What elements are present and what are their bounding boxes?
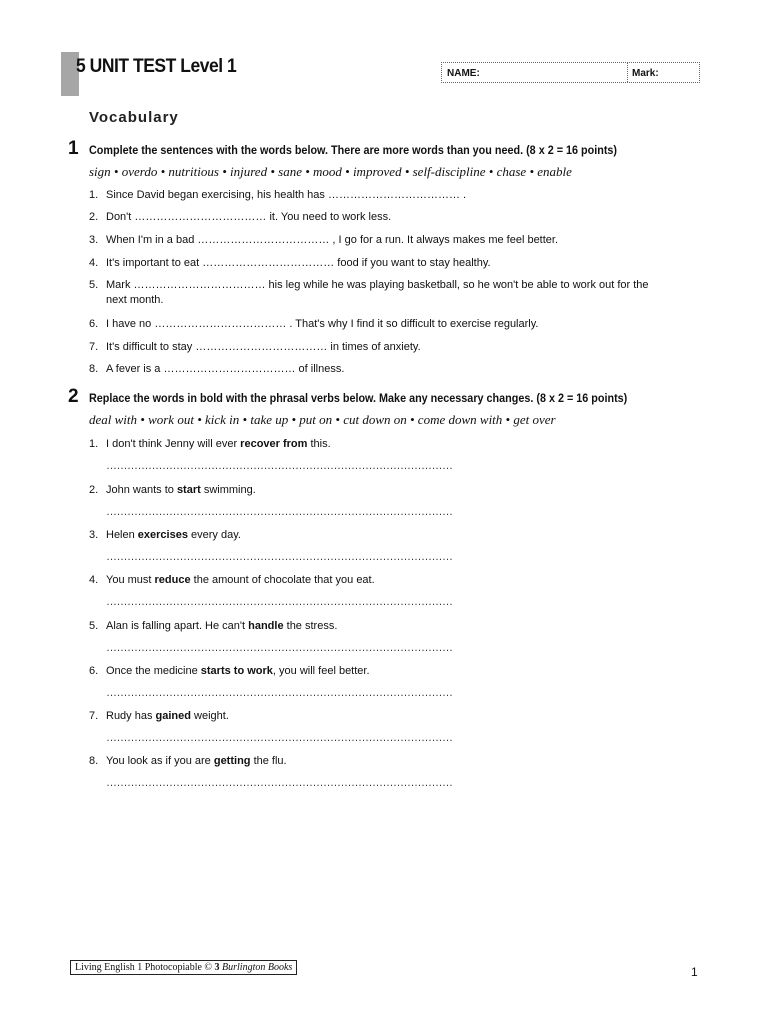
item-text-before: John wants to: [106, 484, 177, 496]
item-text: Don't ……………………………… it. You need to work less.: [106, 211, 392, 223]
section-title: Vocabulary: [89, 109, 179, 126]
exercise-1-item: [89, 188, 466, 203]
item-number: 8.: [89, 363, 99, 375]
exercise-2-item: [89, 573, 375, 588]
answer-line[interactable]: ………………………………………………………………………………………: [106, 551, 453, 563]
item-number: 2.: [89, 211, 99, 223]
item-number: 8.: [89, 755, 99, 767]
publisher-logo-icon: 3: [214, 962, 220, 973]
item-text-continuation: next month.: [106, 294, 164, 306]
exercise-1-number: 1: [68, 138, 79, 159]
item-number: 5.: [89, 279, 99, 291]
item-number: 5.: [89, 620, 99, 632]
item-text-after: this.: [307, 438, 331, 450]
item-text: It's important to eat ……………………………… food if you want to stay healthy.: [106, 257, 491, 269]
item-bold-phrase: handle: [248, 620, 284, 632]
item-number: 3.: [89, 234, 99, 246]
page-number: 1: [691, 965, 698, 979]
item-text-before: Once the medicine: [106, 665, 201, 677]
name-field-label: NAME:: [447, 68, 480, 79]
footer-publisher: Burlington Books: [222, 962, 293, 973]
item-bold-phrase: starts to work: [200, 665, 273, 677]
exercise-1-word-bank: sign • overdo • nutritious • injured • sane • mood • improved • self-discipline • chase • enable: [89, 164, 572, 179]
exercise-2-item: [89, 664, 370, 679]
answer-line[interactable]: ………………………………………………………………………………………: [106, 777, 453, 789]
item-number: 4.: [89, 574, 99, 586]
exercise-1-item: [89, 317, 538, 332]
answer-line[interactable]: ………………………………………………………………………………………: [106, 596, 453, 608]
item-text-after: , you will feel better.: [272, 665, 370, 677]
exercise-1-item: [89, 233, 558, 248]
item-bold-phrase: start: [176, 484, 201, 496]
exercise-1-item: [89, 340, 421, 355]
item-text-after: swimming.: [200, 484, 256, 496]
answer-line[interactable]: ………………………………………………………………………………………: [106, 506, 453, 518]
exercise-2-item: [89, 619, 337, 634]
item-number: 3.: [89, 529, 99, 541]
item-number: 6.: [89, 318, 99, 330]
item-text: Mark ……………………………… his leg while he was playing basketball, so he won't be able to work out for the: [106, 279, 649, 291]
item-number: 7.: [89, 710, 99, 722]
item-text: A fever is a ……………………………… of illness.: [106, 363, 345, 375]
item-bold-phrase: recover from: [240, 438, 308, 450]
item-text-before: Helen: [106, 529, 138, 541]
item-text: Since David began exercising, his health has ……………………………… .: [106, 189, 467, 201]
item-text-after: the flu.: [250, 755, 287, 767]
item-text-before: You look as if you are: [106, 755, 214, 767]
item-text-after: the amount of chocolate that you eat.: [190, 574, 375, 586]
item-number: 1.: [89, 438, 99, 450]
item-text-before: I don't think Jenny will ever: [106, 438, 241, 450]
item-number: 2.: [89, 484, 99, 496]
name-mark-divider: [627, 63, 628, 82]
answer-line[interactable]: ………………………………………………………………………………………: [106, 460, 453, 472]
exercise-2-item: [89, 483, 256, 498]
page-title: 5 UNIT TEST Level 1: [76, 56, 237, 77]
item-number: 6.: [89, 665, 99, 677]
item-text-before: Rudy has: [106, 710, 156, 722]
exercise-2-word-bank: deal with • work out • kick in • take up • put on • cut down on • come down with • get over: [89, 412, 556, 427]
exercise-2-number: 2: [68, 386, 79, 407]
item-number: 1.: [89, 189, 99, 201]
exercise-1-item: [89, 362, 344, 377]
exercise-2-item: [89, 754, 287, 769]
item-number: 4.: [89, 257, 99, 269]
answer-line[interactable]: ………………………………………………………………………………………: [106, 687, 453, 699]
exercise-1-item: [89, 278, 689, 308]
exercise-2-item: [89, 437, 331, 452]
item-text-after: every day.: [187, 529, 241, 541]
footer-text: Living English 1 Photocopiable ©: [75, 962, 215, 973]
exercise-2-item: [89, 528, 241, 543]
name-mark-box: [441, 62, 700, 83]
answer-line[interactable]: ………………………………………………………………………………………: [106, 642, 453, 654]
exercise-1-item: [89, 256, 491, 271]
exercise-2-instruction: Replace the words in bold with the phrasal verbs below. Make any necessary changes. (8 x 2 = 16 points): [89, 391, 628, 405]
item-bold-phrase: getting: [213, 755, 251, 767]
answer-line[interactable]: ………………………………………………………………………………………: [106, 732, 453, 744]
item-text-before: Alan is falling apart. He can't: [106, 620, 249, 632]
item-bold-phrase: gained: [155, 710, 191, 722]
exercise-1-item: [89, 210, 391, 225]
item-text: When I'm in a bad ……………………………… , I go for a run. It always makes me feel better.: [106, 234, 559, 246]
exercise-1-instruction: Complete the sentences with the words below. There are more words than you need. (8 x 2 = 16 points): [89, 143, 618, 157]
item-bold-phrase: exercises: [137, 529, 188, 541]
mark-field-label: Mark:: [632, 68, 659, 79]
item-bold-phrase: reduce: [154, 574, 191, 586]
item-text: It's difficult to stay ……………………………… in times of anxiety.: [106, 341, 421, 353]
item-number: 7.: [89, 341, 99, 353]
footer-copyright: [70, 960, 297, 975]
exercise-2-item: [89, 709, 229, 724]
item-text: I have no ……………………………… . That's why I find it so difficult to exercise regularly.: [106, 318, 539, 330]
item-text-before: You must: [106, 574, 155, 586]
item-text-after: weight.: [190, 710, 229, 722]
item-text-after: the stress.: [283, 620, 338, 632]
